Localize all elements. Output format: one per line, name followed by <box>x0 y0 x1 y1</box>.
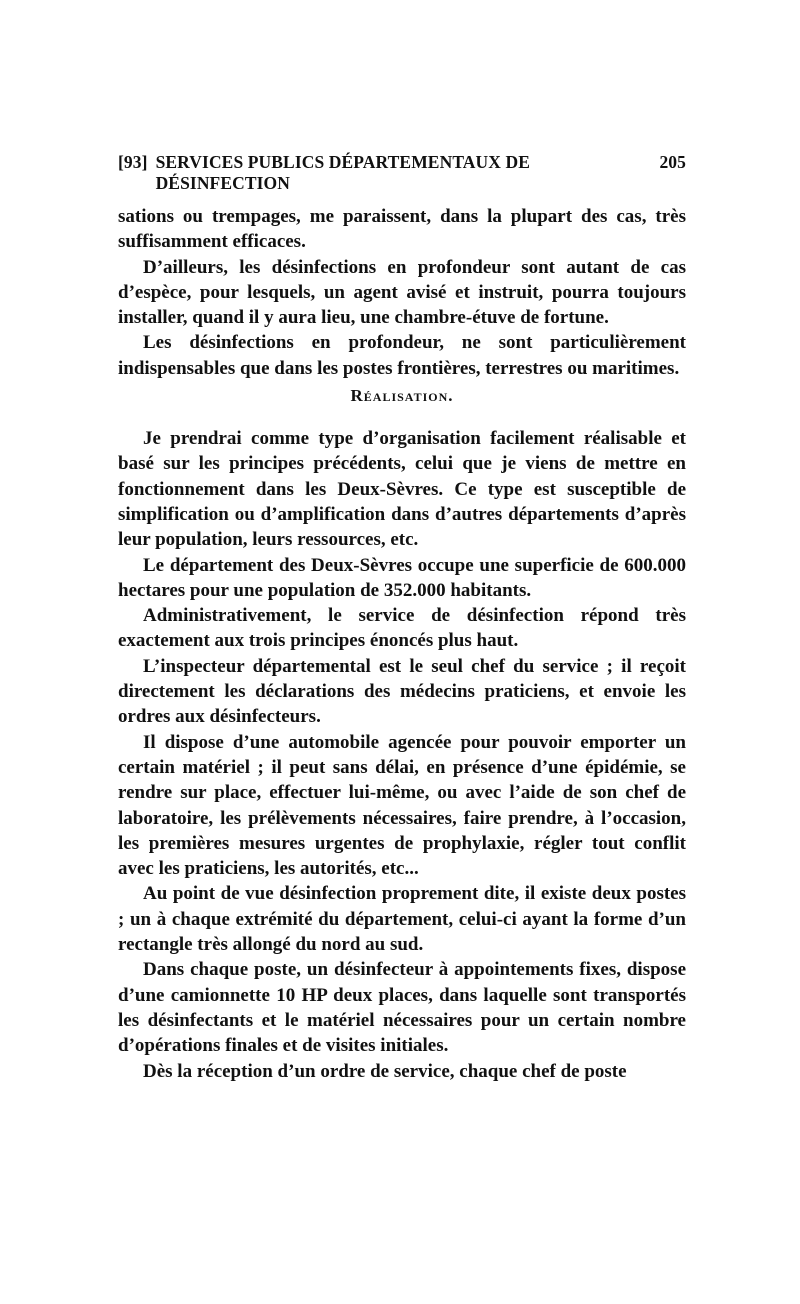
body-text <box>118 204 686 1084</box>
paragraph: Il dispose d’une automobile agencée pour pouvoir emporter un certain matériel ; il peut sans délai, en présence d’une épidémie, se rendre sur place, effectuer lui-même, ou avec l’aide de son chef de laboratoire, les prélèvements nécessaires, faire prendre, à l’occasion, les premières mesures urgentes de prophylaxie, régler tout conflit avec les praticiens, les autorités, etc... <box>118 731 686 880</box>
paragraph: Les désinfections en profondeur, ne sont particulièrement indispensables que dans les postes frontières, terrestres ou maritimes. <box>118 332 686 379</box>
paragraph: Je prendrai comme type d’organisation facilement réalisable et basé sur les principes précédents, celui que je viens de mettre en fonctionnement dans les Deux-Sèvres. Ce type est susceptible de simplification ou d’amplification dans d’autres départements d’après leur population, leurs ressources, etc. <box>118 428 686 551</box>
paragraph: Le département des Deux-Sèvres occupe une superficie de 600.000 hectares pour une population de 352.000 habitants. <box>118 554 686 601</box>
running-header-left <box>118 152 659 194</box>
paragraph: Dès la réception d’un ordre de service, chaque chef de poste <box>143 1060 627 1082</box>
paragraph: Administrativement, le service de désinfection répond très exactement aux trois principes énoncés plus haut. <box>118 605 686 652</box>
paragraph: Au point de vue désinfection proprement dite, il existe deux postes ; un à chaque extrémité du département, celui-ci ayant la forme d’un rectangle très allongé du nord au sud. <box>118 883 686 956</box>
section-heading: Réalisation. <box>350 386 454 406</box>
running-title: SERVICES PUBLICS DÉPARTEMENTAUX DE DÉSINFECTION <box>155 152 530 193</box>
paragraph: L’inspecteur départemental est le seul chef du service ; il reçoit directement les déclarations des médecins praticiens, et envoie les ordres aux désinfecteurs. <box>118 655 686 728</box>
document-page <box>118 152 686 1084</box>
page-reference: [93] <box>118 152 148 172</box>
page-number: 205 <box>659 152 686 172</box>
paragraph: Dans chaque poste, un désinfecteur à appointements fixes, dispose d’une camionnette 10 HP deux places, dans laquelle sont transportés les désinfectants et le matériel nécessaires pour un certain nombre d’opérations finales et de visites initiales. <box>118 959 686 1057</box>
paragraph: D’ailleurs, les désinfections en profondeur sont autant de cas d’espèce, pour lesquels, un agent avisé et instruit, pourra toujours installer, quand il y aura lieu, une chambre-étuve de fortune. <box>118 256 686 329</box>
paragraph: sations ou trempages, me paraissent, dans la plupart des cas, très suffisamment efficaces. <box>118 206 686 253</box>
running-header <box>118 152 686 194</box>
